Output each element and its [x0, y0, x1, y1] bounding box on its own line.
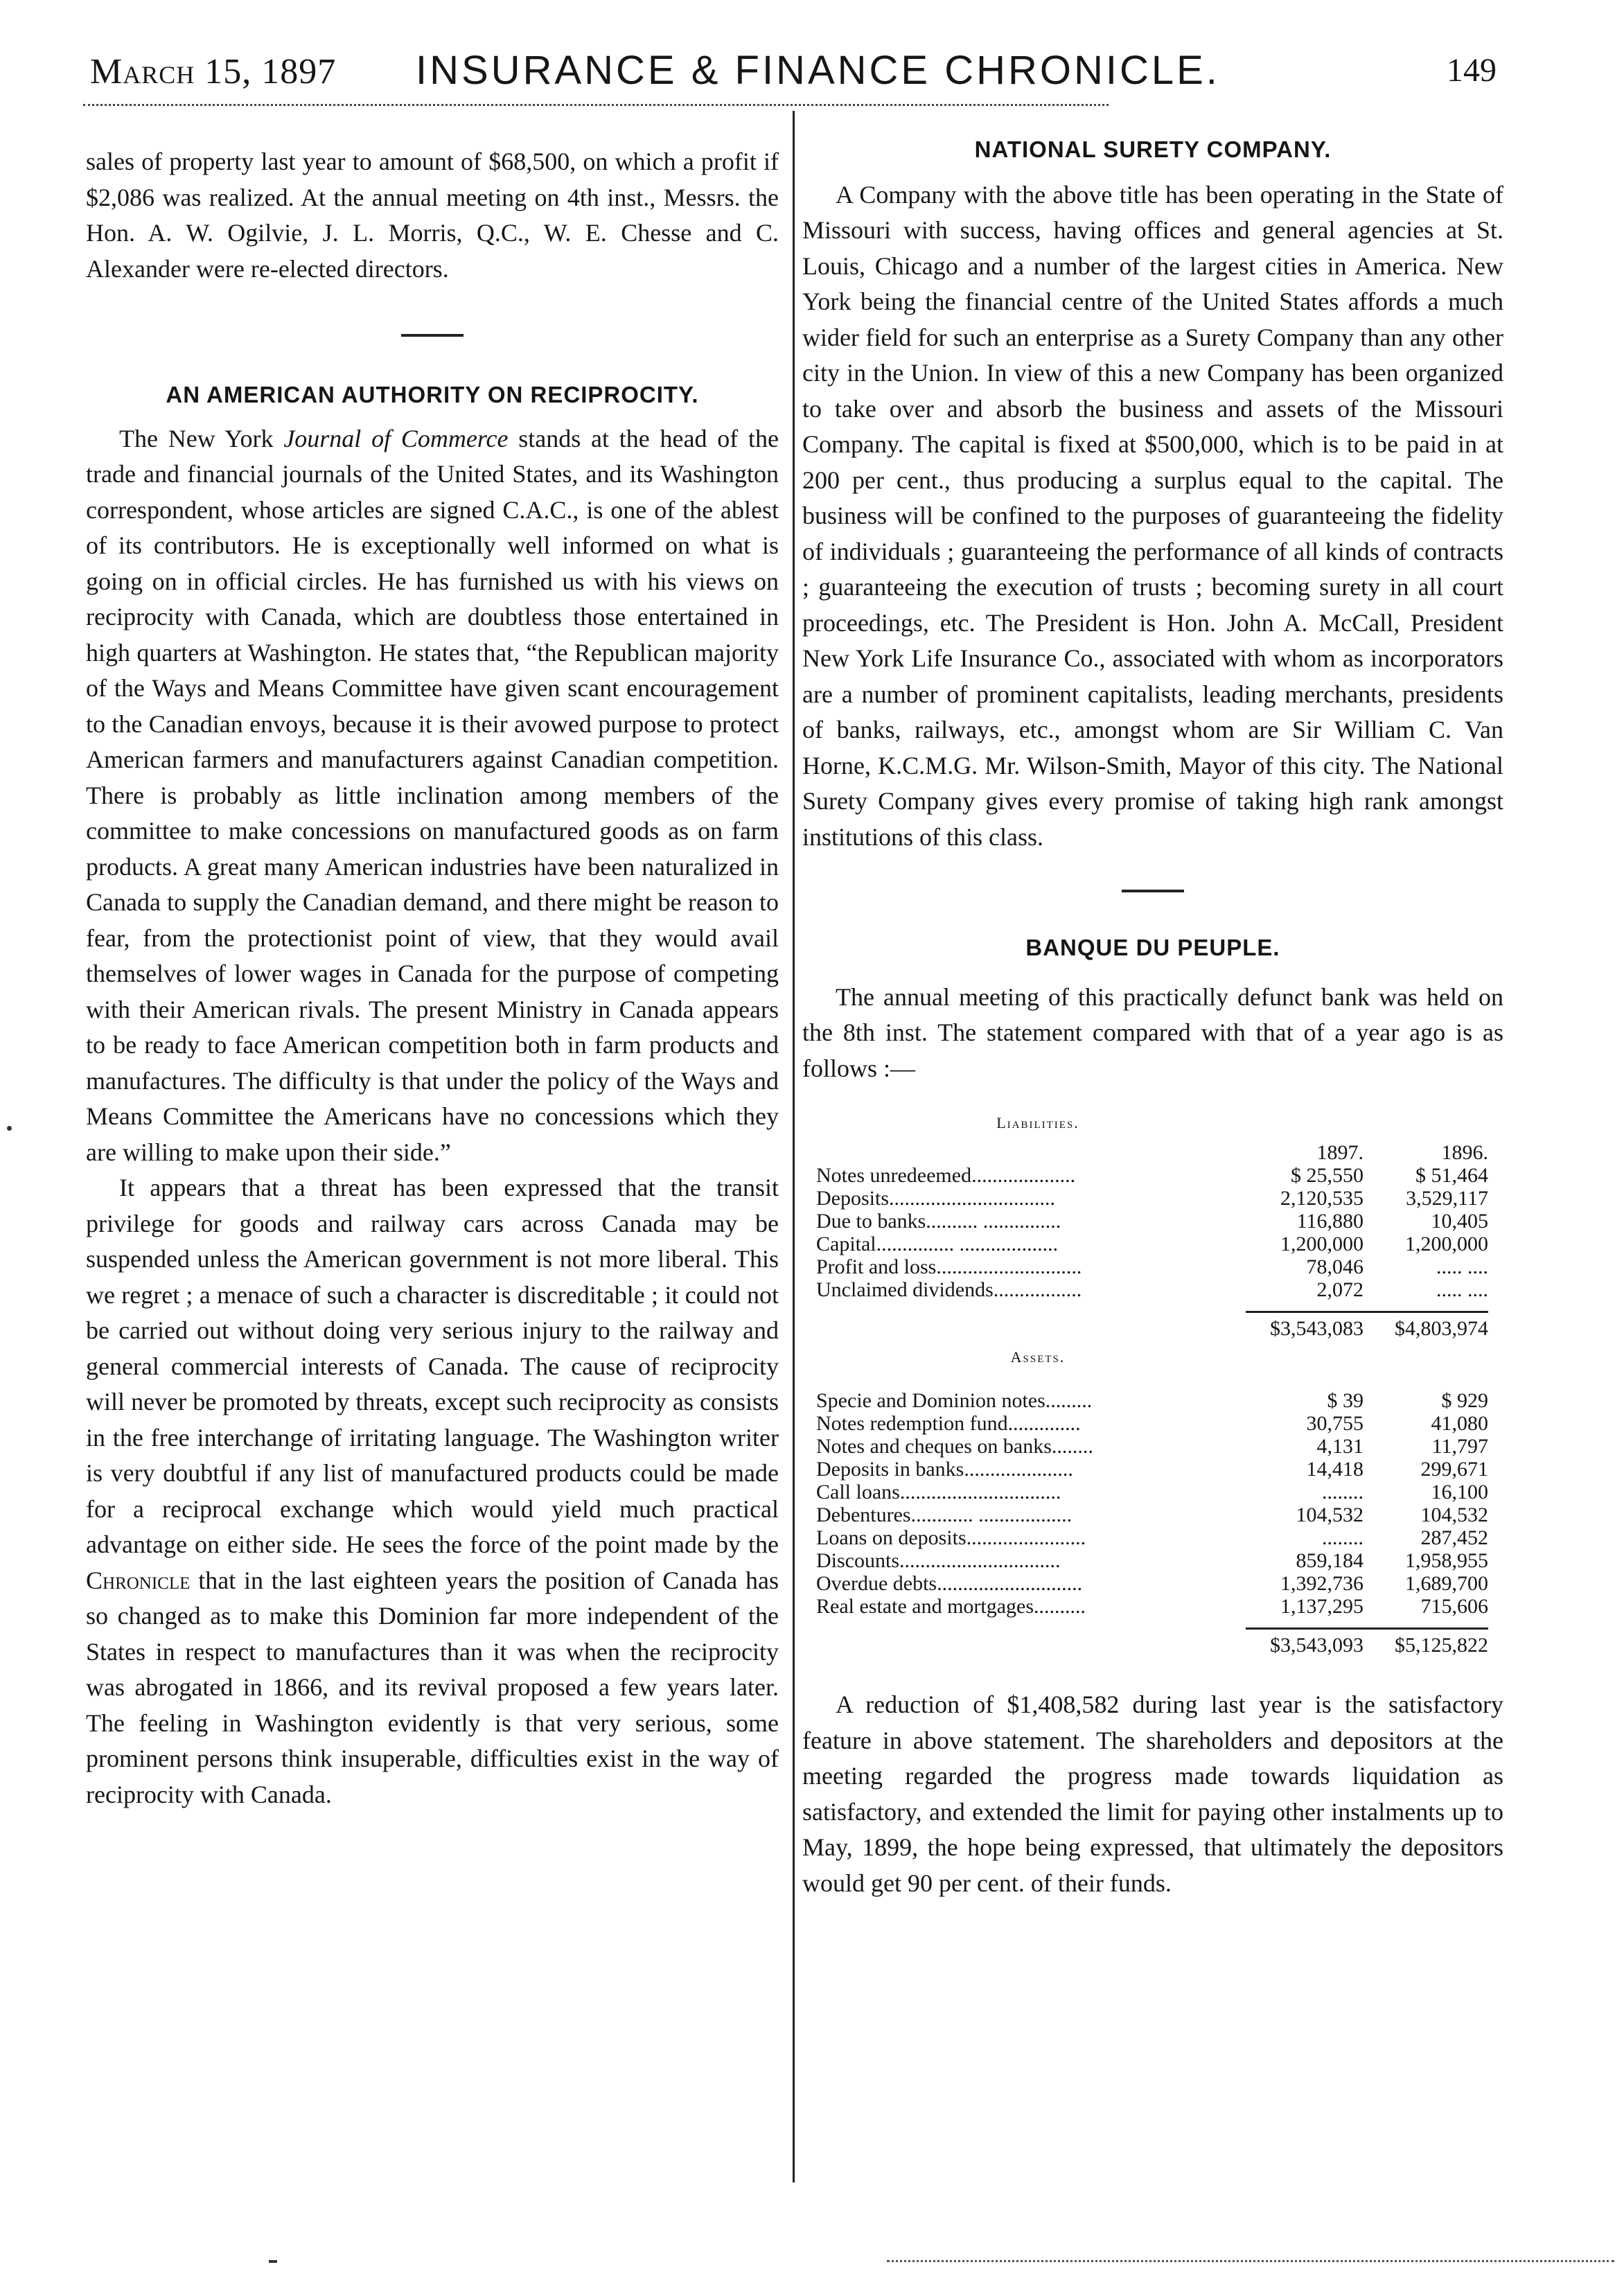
statement-row-label: Unclaimed dividends................. [816, 1278, 1082, 1301]
statement-value-1897: 14,418 [1306, 1458, 1363, 1481]
statement-row [816, 1233, 1509, 1255]
statement-row [816, 1255, 1509, 1278]
statement-value-1896: ..... .... [1436, 1278, 1488, 1301]
statement-value-1896: $ 51,464 [1415, 1164, 1488, 1187]
statement-value-1897: 1,200,000 [1280, 1233, 1363, 1255]
reciprocity-paragraph-2 [86, 1170, 779, 1812]
statement-row-label: Notes unredeemed.................... [816, 1164, 1076, 1187]
statement-row [816, 1164, 1509, 1187]
statement-value-1897: 1,392,736 [1280, 1572, 1363, 1595]
statement-value-1897: 859,184 [1296, 1549, 1363, 1572]
print-speck [269, 2260, 277, 2263]
p1-rest: stands at the head of the trade and financial journals of the United States, and its Washington correspondent, whose articles are signed C.A.C., is one of the ablest of its contributors. He is exceptionally well informed on what is going on in official circles. He has furnished us with his views on reciprocity with Canada, which are doubtless those entertained in high quarters at Washington. He states that, “the Republican majority of the Ways and Means Committee have given scant encouragement to the Canadian envoys, because it is their avowed purpose to protect American farmers and manufacturers against Canadian competition. There is probably as little inclination among members of the committee to make concessions on manufactured goods as on farm products. A great many American industries have been naturalized in Canada to supply the Canadian demand, and there might be reason to fear, from the protectionist point of view, that they would avail themselves of lower wages in Canada for the purpose of competing with their American rivals. The present Ministry in Canada appears to be ready to face American competition both in farm products and manufactures. The difficulty is that under the policy of the Ways and Means Committee the Americans have no concessions which they are willing to make upon their side.” [86, 424, 779, 1166]
financial-statement [816, 1111, 1509, 1657]
statement-value-1896: ..... .... [1436, 1255, 1488, 1278]
statement-row-label: Profit and loss............................ [816, 1255, 1082, 1278]
statement-row [816, 1503, 1509, 1526]
statement-value-1897: 30,755 [1306, 1412, 1363, 1435]
statement-row [816, 1210, 1509, 1233]
statement-value-1896: 16,100 [1431, 1481, 1488, 1503]
statement-value-1897: 1,137,295 [1280, 1595, 1363, 1618]
statement-row-label: Overdue debts............................ [816, 1572, 1083, 1595]
statement-row-label: Loans on deposits....................... [816, 1526, 1086, 1549]
statement-value-1897: $ 39 [1327, 1389, 1363, 1412]
statement-value-1897: 2,072 [1316, 1278, 1363, 1301]
column-divider [793, 111, 795, 2182]
p2-start: It appears that a threat has been expressed that the transit privilege for goods and railway cars across Canada may be suspended unless the American government is not more liberal. This we regret ; a menace of such a character is discreditable ; it could not be carried out without doing very serious injury to the railway and general commercial interests of Canada. The cause of reciprocity will never be promoted by threats, except such reciprocity as consists in the free interchange of irritating language. The Washington writer is very doubtful if any list of manufactured products could be made for a reciprocal exchange which would yield much practical advantage on either side. He sees the force of the point made by the [86, 1174, 779, 1558]
statement-row-label: Notes and cheques on banks........ [816, 1435, 1093, 1458]
statement-value-1896: 41,080 [1431, 1412, 1488, 1435]
banque-conclusion: A reduction of $1,408,582 during last year is the satisfactory feature in above statement. The shareholders and depositors at the meeting regarded the progress made towards liquidation as satisfactory, and extended the limit for paying other instalments up to May, 1899, the hope being expressed, that ultimately the depositors would get 90 per cent. of their funds. [802, 1691, 1503, 1897]
left-column [86, 144, 779, 1812]
statement-value-1896: 287,452 [1420, 1526, 1488, 1549]
statement-value-1897: ........ [1322, 1526, 1363, 1549]
statement-row-label: Notes redemption fund.............. [816, 1412, 1081, 1435]
assets-total-1896: $5,125,822 [1363, 1627, 1488, 1657]
chronicle-name: Chronicle [86, 1566, 191, 1594]
liabilities-total-1896: $4,803,974 [1363, 1311, 1488, 1340]
statement-row-label: Specie and Dominion notes......... [816, 1389, 1093, 1412]
statement-row [816, 1526, 1509, 1549]
publication-title: INSURANCE & FINANCE CHRONICLE. [416, 48, 1220, 93]
issue-date: March 15, 1897 [90, 52, 337, 91]
header-rule [83, 104, 1109, 106]
liabilities-rows [816, 1164, 1509, 1301]
statement-row-label: Discounts............................... [816, 1549, 1061, 1572]
statement-value-1896: 3,529,117 [1406, 1187, 1488, 1210]
statement-value-1897: ........ [1322, 1481, 1363, 1503]
surety-heading: NATIONAL SURETY COMPANY. [974, 136, 1332, 162]
statement-row [816, 1549, 1509, 1572]
statement-row-label: Call loans............................... [816, 1481, 1061, 1503]
page-number: 149 [1447, 52, 1497, 89]
liabilities-title: Liabilities. [996, 1114, 1079, 1131]
statement-value-1896: $ 929 [1441, 1389, 1488, 1412]
right-column [802, 132, 1503, 1901]
liabilities-total-row [816, 1311, 1509, 1340]
statement-row-label: Deposits................................ [816, 1187, 1055, 1210]
statement-row-label: Real estate and mortgages.......... [816, 1595, 1086, 1618]
reciprocity-paragraph-1 [86, 421, 779, 1171]
statement-row [816, 1435, 1509, 1458]
statement-row [816, 1278, 1509, 1301]
statement-value-1897: 2,120,535 [1280, 1187, 1363, 1210]
assets-total-row [816, 1627, 1509, 1657]
statement-row-label: Due to banks.......... ............... [816, 1210, 1061, 1233]
print-speck [7, 1126, 12, 1131]
statement-row [816, 1412, 1509, 1435]
statement-value-1896: 10,405 [1431, 1210, 1488, 1233]
statement-row [816, 1458, 1509, 1481]
statement-value-1896: 715,606 [1420, 1595, 1488, 1618]
statement-row-label: Deposits in banks..................... [816, 1458, 1073, 1481]
statement-row [816, 1572, 1509, 1595]
surety-paragraph: A Company with the above title has been operating in the State of Missouri with success, having offices and general agencies at St. Louis, Chicago and a number of the largest cities in America. New York being the financial centre of the United States affords a much wider field for such an enterprise as a Surety Company than any other city in the Union. In view of this a new Company has been organized to take over and absorb the business and assets of the Missouri Company. The capital is fixed at $500,000, which is to be paid in at 200 per cent., thus producing a surplus equal to the capital. The business will be confined to the purposes of guaranteeing the fidelity of individuals ; guaranteeing the performance of all kinds of contracts ; guaranteeing the execution of trusts ; becoming surety in all court proceedings, etc. The President is Hon. John A. McCall, President New York Life Insurance Co., associated with whom as incorporators are a number of prominent capitalists, leading merchants, presidents of banks, railways, etc., amongst whom are Sir William C. Van Horne, K.C.M.G. Mr. Wilson-Smith, Mayor of this city. The National Surety Company gives every promise of taking high rank amongst institutions of this class. [802, 180, 1503, 851]
intro-paragraph: sales of property last year to amount of $68,500, on which a profit if $2,086 was realized. At the annual meeting on 4th inst., Messrs. the Hon. A. W. Ogilvie, J. L. Morris, Q.C., W. E. Chesse and C. Alexander were re-elected directors. [86, 148, 779, 283]
statement-row-label: Capital............... ................... [816, 1233, 1059, 1255]
statement-value-1896: 299,671 [1420, 1458, 1488, 1481]
page-header [90, 42, 1497, 97]
statement-value-1896: 11,797 [1431, 1435, 1488, 1458]
year-1896: 1896. [1441, 1141, 1488, 1164]
statement-value-1896: 104,532 [1420, 1503, 1488, 1526]
statement-value-1897: 4,131 [1316, 1435, 1363, 1458]
reciprocity-heading: AN AMERICAN AUTHORITY ON RECIPROCITY. [166, 382, 699, 407]
statement-row [816, 1595, 1509, 1618]
assets-total-1897: $3,543,093 [1246, 1627, 1363, 1657]
statement-value-1897: $ 25,550 [1291, 1164, 1363, 1187]
statement-row-label: Debentures............ .................. [816, 1503, 1073, 1526]
banque-heading: BANQUE DU PEUPLE. [1025, 935, 1280, 960]
statement-value-1897: 104,532 [1296, 1503, 1363, 1526]
statement-value-1897: 78,046 [1306, 1255, 1363, 1278]
assets-rows [816, 1389, 1509, 1618]
p1-start: The New York [119, 424, 284, 452]
year-header-row [816, 1141, 1509, 1164]
statement-row [816, 1187, 1509, 1210]
statement-row [816, 1481, 1509, 1503]
statement-row [816, 1389, 1509, 1412]
banque-intro: The annual meeting of this practically defunct bank was held on the 8th inst. The statement compared with that of a year ago is as follows :— [802, 982, 1503, 1082]
journal-name: Journal of Commerce [283, 424, 509, 452]
statement-value-1897: 116,880 [1296, 1210, 1363, 1233]
liabilities-total-1897: $3,543,083 [1246, 1311, 1363, 1340]
statement-value-1896: 1,689,700 [1405, 1572, 1488, 1595]
assets-title: Assets. [1010, 1348, 1066, 1366]
p2-rest: that in the last eighteen years the position of Canada has so changed as to make this Dominion far more independent of the States in respect to manufactures than it was when the reciprocity was abrogated in 1866, and its revival proposed a few years later. The feeling in Washington evidently is that very serious, some prominent persons think insuperable, difficulties exist in the way of reciprocity with Canada. [86, 1566, 779, 1808]
year-1897: 1897. [1316, 1141, 1363, 1164]
statement-value-1896: 1,958,955 [1405, 1549, 1488, 1572]
statement-value-1896: 1,200,000 [1405, 1233, 1488, 1255]
footer-rule [887, 2260, 1614, 2262]
